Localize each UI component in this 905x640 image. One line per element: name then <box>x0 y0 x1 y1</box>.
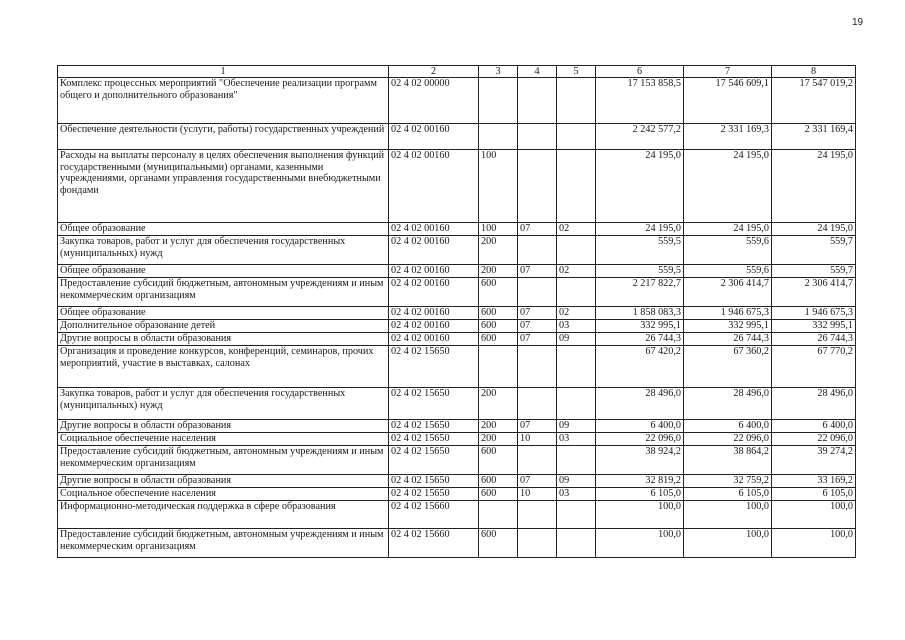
section-cell <box>518 78 557 124</box>
amount-col-6-cell: 17 153 858,5 <box>596 78 684 124</box>
subsection-cell <box>557 236 596 265</box>
page-number: 19 <box>852 17 864 28</box>
amount-col-6-cell: 22 096,0 <box>596 433 684 446</box>
amount-col-8-cell: 100,0 <box>772 501 856 529</box>
section-cell <box>518 236 557 265</box>
amount-col-8-cell: 24 195,0 <box>772 150 856 223</box>
subsection-cell <box>557 78 596 124</box>
expense-type-cell: 600 <box>479 475 518 488</box>
table-header <box>58 66 856 78</box>
section-cell: 10 <box>518 433 557 446</box>
table-row <box>58 78 856 124</box>
subsection-cell: 03 <box>557 488 596 501</box>
amount-col-7-cell: 6 105,0 <box>684 488 772 501</box>
subsection-cell <box>557 446 596 475</box>
amount-col-7-cell: 17 546 609,1 <box>684 78 772 124</box>
section-cell: 07 <box>518 223 557 236</box>
amount-col-6-cell: 6 105,0 <box>596 488 684 501</box>
table-row <box>58 501 856 529</box>
amount-col-8-cell: 1 946 675,3 <box>772 307 856 320</box>
amount-col-6-cell: 1 858 083,3 <box>596 307 684 320</box>
header-col-8: 8 <box>772 66 856 78</box>
section-cell: 07 <box>518 265 557 278</box>
amount-col-8-cell: 33 169,2 <box>772 475 856 488</box>
header-col-1: 1 <box>58 66 389 78</box>
table-row <box>58 420 856 433</box>
header-row <box>58 66 856 78</box>
amount-col-8-cell: 17 547 019,2 <box>772 78 856 124</box>
header-col-3: 3 <box>479 66 518 78</box>
row-name-cell: Другие вопросы в области образования <box>58 333 389 346</box>
header-col-7: 7 <box>684 66 772 78</box>
row-name-cell: Общее образование <box>58 223 389 236</box>
table-row <box>58 433 856 446</box>
table-row <box>58 223 856 236</box>
section-cell: 07 <box>518 475 557 488</box>
section-cell: 07 <box>518 307 557 320</box>
amount-col-6-cell: 100,0 <box>596 529 684 558</box>
amount-col-7-cell: 67 360,2 <box>684 346 772 388</box>
header-col-6: 6 <box>596 66 684 78</box>
amount-col-6-cell: 24 195,0 <box>596 150 684 223</box>
section-cell: 10 <box>518 488 557 501</box>
expense-type-cell: 600 <box>479 488 518 501</box>
section-cell: 07 <box>518 333 557 346</box>
subsection-cell <box>557 278 596 307</box>
subsection-cell: 09 <box>557 420 596 433</box>
target-code-cell: 02 4 02 00160 <box>389 223 479 236</box>
section-cell <box>518 446 557 475</box>
subsection-cell <box>557 529 596 558</box>
table-row <box>58 150 856 223</box>
target-code-cell: 02 4 02 15650 <box>389 475 479 488</box>
row-name-cell: Предоставление субсидий бюджетным, автономным учреждениям и иным некоммерческим организациям <box>58 446 389 475</box>
amount-col-7-cell: 24 195,0 <box>684 150 772 223</box>
target-code-cell: 02 4 02 15660 <box>389 501 479 529</box>
section-cell <box>518 388 557 420</box>
row-name-cell: Информационно-методическая поддержка в сфере образования <box>58 501 389 529</box>
header-col-4: 4 <box>518 66 557 78</box>
amount-col-8-cell: 559,7 <box>772 265 856 278</box>
table-row <box>58 278 856 307</box>
amount-col-7-cell: 2 306 414,7 <box>684 278 772 307</box>
subsection-cell <box>557 346 596 388</box>
amount-col-7-cell: 100,0 <box>684 501 772 529</box>
table-row <box>58 488 856 501</box>
header-col-5: 5 <box>557 66 596 78</box>
expense-type-cell: 200 <box>479 420 518 433</box>
amount-col-7-cell: 6 400,0 <box>684 420 772 433</box>
table-row <box>58 388 856 420</box>
header-col-2: 2 <box>389 66 479 78</box>
target-code-cell: 02 4 02 15650 <box>389 346 479 388</box>
amount-col-8-cell: 22 096,0 <box>772 433 856 446</box>
amount-col-8-cell: 39 274,2 <box>772 446 856 475</box>
row-name-cell: Обеспечение деятельности (услуги, работы) государственных учреждений <box>58 124 389 150</box>
amount-col-7-cell: 32 759,2 <box>684 475 772 488</box>
expense-type-cell: 600 <box>479 278 518 307</box>
section-cell: 07 <box>518 420 557 433</box>
amount-col-6-cell: 28 496,0 <box>596 388 684 420</box>
table-row <box>58 346 856 388</box>
target-code-cell: 02 4 02 15650 <box>389 446 479 475</box>
row-name-cell: Закупка товаров, работ и услуг для обеспечения государственных (муниципальных) нужд <box>58 236 389 265</box>
expense-type-cell <box>479 124 518 150</box>
section-cell <box>518 346 557 388</box>
amount-col-7-cell: 26 744,3 <box>684 333 772 346</box>
row-name-cell: Социальное обеспечение населения <box>58 488 389 501</box>
amount-col-6-cell: 559,5 <box>596 236 684 265</box>
section-cell <box>518 501 557 529</box>
table-row <box>58 265 856 278</box>
amount-col-7-cell: 24 195,0 <box>684 223 772 236</box>
amount-col-7-cell: 2 331 169,3 <box>684 124 772 150</box>
expense-type-cell: 200 <box>479 265 518 278</box>
table-row <box>58 475 856 488</box>
amount-col-6-cell: 26 744,3 <box>596 333 684 346</box>
table-row <box>58 446 856 475</box>
amount-col-8-cell: 67 770,2 <box>772 346 856 388</box>
subsection-cell: 09 <box>557 475 596 488</box>
subsection-cell: 03 <box>557 320 596 333</box>
subsection-cell <box>557 388 596 420</box>
amount-col-7-cell: 22 096,0 <box>684 433 772 446</box>
expense-type-cell: 600 <box>479 333 518 346</box>
target-code-cell: 02 4 02 00000 <box>389 78 479 124</box>
target-code-cell: 02 4 02 15650 <box>389 433 479 446</box>
subsection-cell: 09 <box>557 333 596 346</box>
amount-col-8-cell: 26 744,3 <box>772 333 856 346</box>
table-body <box>58 78 856 558</box>
row-name-cell: Социальное обеспечение населения <box>58 433 389 446</box>
target-code-cell: 02 4 02 00160 <box>389 320 479 333</box>
table-row <box>58 529 856 558</box>
row-name-cell: Предоставление субсидий бюджетным, автономным учреждениям и иным некоммерческим организациям <box>58 529 389 558</box>
subsection-cell: 02 <box>557 223 596 236</box>
target-code-cell: 02 4 02 15650 <box>389 388 479 420</box>
target-code-cell: 02 4 02 00160 <box>389 278 479 307</box>
table-row <box>58 124 856 150</box>
amount-col-7-cell: 1 946 675,3 <box>684 307 772 320</box>
subsection-cell <box>557 501 596 529</box>
amount-col-7-cell: 38 864,2 <box>684 446 772 475</box>
row-name-cell: Организация и проведение конкурсов, конференций, семинаров, прочих мероприятий, участие в выставках, салонах <box>58 346 389 388</box>
subsection-cell <box>557 150 596 223</box>
expense-type-cell: 200 <box>479 433 518 446</box>
row-name-cell: Предоставление субсидий бюджетным, автономным учреждениям и иным некоммерческим организациям <box>58 278 389 307</box>
row-name-cell: Другие вопросы в области образования <box>58 420 389 433</box>
table-row <box>58 307 856 320</box>
target-code-cell: 02 4 02 00160 <box>389 265 479 278</box>
budget-table <box>57 65 856 558</box>
expense-type-cell: 600 <box>479 446 518 475</box>
expense-type-cell <box>479 78 518 124</box>
expense-type-cell: 600 <box>479 320 518 333</box>
expense-type-cell <box>479 346 518 388</box>
row-name-cell: Другие вопросы в области образования <box>58 475 389 488</box>
target-code-cell: 02 4 02 15650 <box>389 488 479 501</box>
target-code-cell: 02 4 02 00160 <box>389 124 479 150</box>
target-code-cell: 02 4 02 15660 <box>389 529 479 558</box>
section-cell <box>518 278 557 307</box>
amount-col-8-cell: 28 496,0 <box>772 388 856 420</box>
amount-col-8-cell: 6 400,0 <box>772 420 856 433</box>
amount-col-6-cell: 559,5 <box>596 265 684 278</box>
section-cell <box>518 529 557 558</box>
amount-col-8-cell: 559,7 <box>772 236 856 265</box>
target-code-cell: 02 4 02 15650 <box>389 420 479 433</box>
amount-col-8-cell: 2 306 414,7 <box>772 278 856 307</box>
expense-type-cell: 600 <box>479 529 518 558</box>
amount-col-6-cell: 2 217 822,7 <box>596 278 684 307</box>
target-code-cell: 02 4 02 00160 <box>389 333 479 346</box>
subsection-cell: 02 <box>557 307 596 320</box>
amount-col-8-cell: 24 195,0 <box>772 223 856 236</box>
subsection-cell: 02 <box>557 265 596 278</box>
amount-col-7-cell: 559,6 <box>684 265 772 278</box>
section-cell: 07 <box>518 320 557 333</box>
subsection-cell <box>557 124 596 150</box>
target-code-cell: 02 4 02 00160 <box>389 236 479 265</box>
table-row <box>58 236 856 265</box>
amount-col-6-cell: 332 995,1 <box>596 320 684 333</box>
amount-col-6-cell: 24 195,0 <box>596 223 684 236</box>
amount-col-7-cell: 100,0 <box>684 529 772 558</box>
expense-type-cell: 100 <box>479 150 518 223</box>
amount-col-7-cell: 559,6 <box>684 236 772 265</box>
amount-col-6-cell: 67 420,2 <box>596 346 684 388</box>
table-row <box>58 333 856 346</box>
amount-col-8-cell: 2 331 169,4 <box>772 124 856 150</box>
expense-type-cell: 200 <box>479 388 518 420</box>
expense-type-cell: 600 <box>479 307 518 320</box>
amount-col-7-cell: 28 496,0 <box>684 388 772 420</box>
subsection-cell: 03 <box>557 433 596 446</box>
expense-type-cell: 200 <box>479 236 518 265</box>
row-name-cell: Общее образование <box>58 265 389 278</box>
amount-col-8-cell: 6 105,0 <box>772 488 856 501</box>
section-cell <box>518 124 557 150</box>
row-name-cell: Расходы на выплаты персоналу в целях обеспечения выполнения функций государственными (муниципальными) органами, казенными учреждениями, органами управления государственными внебюджетными фондами <box>58 150 389 223</box>
row-name-cell: Закупка товаров, работ и услуг для обеспечения государственных (муниципальных) нужд <box>58 388 389 420</box>
amount-col-6-cell: 100,0 <box>596 501 684 529</box>
amount-col-6-cell: 2 242 577,2 <box>596 124 684 150</box>
table-row <box>58 320 856 333</box>
row-name-cell: Комплекс процессных мероприятий "Обеспечение реализации программ общего и дополнительного образования" <box>58 78 389 124</box>
amount-col-6-cell: 32 819,2 <box>596 475 684 488</box>
amount-col-6-cell: 6 400,0 <box>596 420 684 433</box>
target-code-cell: 02 4 02 00160 <box>389 150 479 223</box>
expense-type-cell <box>479 501 518 529</box>
expense-type-cell: 100 <box>479 223 518 236</box>
row-name-cell: Дополнительное образование детей <box>58 320 389 333</box>
amount-col-8-cell: 332 995,1 <box>772 320 856 333</box>
row-name-cell: Общее образование <box>58 307 389 320</box>
amount-col-7-cell: 332 995,1 <box>684 320 772 333</box>
amount-col-6-cell: 38 924,2 <box>596 446 684 475</box>
amount-col-8-cell: 100,0 <box>772 529 856 558</box>
section-cell <box>518 150 557 223</box>
target-code-cell: 02 4 02 00160 <box>389 307 479 320</box>
